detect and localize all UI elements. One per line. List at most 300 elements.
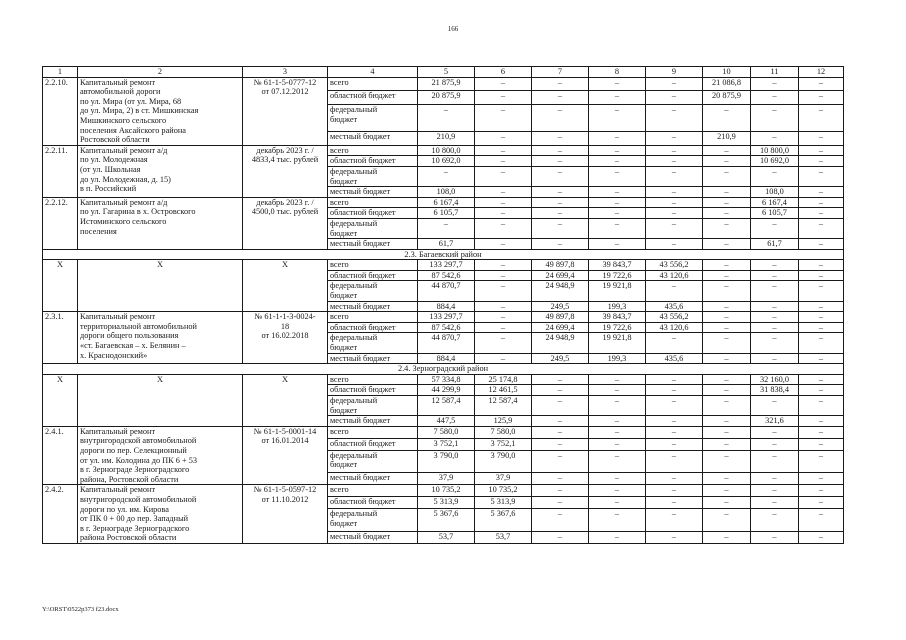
amount-cell: –: [646, 208, 703, 219]
amount-cell: 44 870,7: [418, 333, 475, 353]
amount-cell: 43 556,2: [646, 312, 703, 323]
amount-cell: –: [703, 218, 751, 238]
amount-cell: –: [799, 485, 844, 497]
funding-source: местный бюджет: [328, 301, 418, 312]
funding-source: всего: [328, 426, 418, 438]
amount-cell: –: [703, 385, 751, 396]
amount-cell: 39 843,7: [589, 312, 646, 323]
amount-cell: 24 948,9: [532, 281, 589, 301]
amount-cell: –: [475, 208, 532, 219]
amount-cell: –: [532, 485, 589, 497]
funding-source: областной бюджет: [328, 385, 418, 396]
amount-cell: –: [751, 438, 799, 450]
funding-source: федеральный бюджет: [328, 218, 418, 238]
amount-cell: 6 167,4: [751, 197, 799, 208]
amount-cell: 61,7: [418, 239, 475, 250]
amount-cell: 24 699,4: [532, 322, 589, 333]
amount-cell: –: [703, 497, 751, 509]
object-name: X: [78, 260, 243, 312]
amount-cell: –: [589, 385, 646, 396]
funding-source: всего: [328, 312, 418, 323]
funding-source: местный бюджет: [328, 473, 418, 485]
amount-cell: –: [475, 197, 532, 208]
funding-source: федеральный бюджет: [328, 105, 418, 131]
amount-cell: –: [475, 156, 532, 167]
amount-cell: –: [646, 333, 703, 353]
object-name: Капитальный ремонт автомобильной дороги по ул. Мира (от ул. Мира, 68 до ул. Мира, 2) в ст. Мишкинская Мишкинского сельского поселения Аксайского района Ростовской области: [78, 77, 243, 145]
amount-cell: –: [475, 239, 532, 250]
amount-cell: –: [646, 509, 703, 532]
amount-cell: –: [646, 473, 703, 485]
column-number: 12: [799, 67, 844, 78]
amount-cell: –: [532, 105, 589, 131]
amount-cell: 10 692,0: [751, 156, 799, 167]
funding-source: федеральный бюджет: [328, 281, 418, 301]
amount-cell: –: [589, 509, 646, 532]
section-title: 2.4. Зерноградский район: [43, 364, 844, 375]
amount-cell: 12 461,5: [475, 385, 532, 396]
column-number: 11: [751, 67, 799, 78]
funding-source: местный бюджет: [328, 416, 418, 427]
funding-source: федеральный бюджет: [328, 509, 418, 532]
amount-cell: –: [703, 438, 751, 450]
funding-source: всего: [328, 197, 418, 208]
amount-cell: –: [475, 77, 532, 91]
amount-cell: 12 587,4: [475, 396, 532, 416]
amount-cell: 199,3: [589, 301, 646, 312]
amount-cell: –: [646, 281, 703, 301]
amount-cell: 3 752,1: [418, 438, 475, 450]
funding-source: всего: [328, 374, 418, 385]
amount-cell: –: [799, 438, 844, 450]
amount-cell: –: [799, 166, 844, 186]
amount-cell: –: [418, 105, 475, 131]
amount-cell: –: [589, 197, 646, 208]
amount-cell: 53,7: [418, 531, 475, 543]
amount-cell: –: [532, 145, 589, 156]
item-number: 2.2.11.: [43, 145, 78, 197]
amount-cell: –: [646, 450, 703, 473]
amount-cell: –: [751, 396, 799, 416]
amount-cell: –: [532, 473, 589, 485]
amount-cell: –: [646, 156, 703, 167]
amount-cell: 37,9: [475, 473, 532, 485]
amount-cell: –: [799, 145, 844, 156]
funding-source: федеральный бюджет: [328, 333, 418, 353]
funding-source: областной бюджет: [328, 91, 418, 105]
amount-cell: 884,4: [418, 301, 475, 312]
amount-cell: –: [751, 333, 799, 353]
amount-cell: 249,5: [532, 353, 589, 364]
amount-cell: –: [646, 197, 703, 208]
amount-cell: 44 299,9: [418, 385, 475, 396]
amount-cell: –: [646, 416, 703, 427]
amount-cell: –: [532, 438, 589, 450]
amount-cell: –: [589, 131, 646, 145]
amount-cell: –: [703, 509, 751, 532]
amount-cell: –: [532, 497, 589, 509]
amount-cell: –: [751, 270, 799, 281]
amount-cell: –: [799, 239, 844, 250]
amount-cell: –: [532, 374, 589, 385]
amount-cell: –: [646, 485, 703, 497]
document-ref: № 61-1-5-0597-12 от 11.10.2012: [243, 485, 328, 544]
amount-cell: –: [646, 145, 703, 156]
table-row: [43, 374, 844, 385]
amount-cell: 6 105,7: [418, 208, 475, 219]
amount-cell: –: [799, 301, 844, 312]
amount-cell: –: [703, 353, 751, 364]
amount-cell: –: [589, 105, 646, 131]
amount-cell: 199,3: [589, 353, 646, 364]
amount-cell: –: [646, 385, 703, 396]
amount-cell: –: [799, 197, 844, 208]
amount-cell: –: [418, 166, 475, 186]
amount-cell: –: [799, 281, 844, 301]
amount-cell: –: [751, 322, 799, 333]
amount-cell: –: [703, 312, 751, 323]
funding-source: всего: [328, 77, 418, 91]
amount-cell: –: [646, 105, 703, 131]
amount-cell: –: [589, 426, 646, 438]
amount-cell: –: [475, 187, 532, 198]
amount-cell: 39 843,7: [589, 260, 646, 271]
amount-cell: –: [589, 166, 646, 186]
amount-cell: –: [532, 509, 589, 532]
section-title: 2.3. Багаевский район: [43, 249, 844, 260]
amount-cell: –: [799, 322, 844, 333]
amount-cell: –: [532, 416, 589, 427]
amount-cell: –: [646, 497, 703, 509]
amount-cell: 87 542,6: [418, 270, 475, 281]
amount-cell: –: [475, 131, 532, 145]
amount-cell: –: [532, 239, 589, 250]
amount-cell: –: [589, 145, 646, 156]
amount-cell: 10 800,0: [751, 145, 799, 156]
amount-cell: –: [532, 396, 589, 416]
amount-cell: –: [475, 333, 532, 353]
funding-source: федеральный бюджет: [328, 450, 418, 473]
amount-cell: –: [475, 353, 532, 364]
item-number: 2.4.1.: [43, 426, 78, 485]
funding-source: областной бюджет: [328, 438, 418, 450]
amount-cell: –: [799, 270, 844, 281]
document-ref: X: [243, 260, 328, 312]
funding-source: областной бюджет: [328, 322, 418, 333]
amount-cell: 210,9: [703, 131, 751, 145]
amount-cell: –: [703, 416, 751, 427]
amount-cell: 3 752,1: [475, 438, 532, 450]
amount-cell: –: [751, 131, 799, 145]
column-number: 1: [43, 67, 78, 78]
amount-cell: –: [751, 166, 799, 186]
document-ref: № 61-1-5-0777-12 от 07.12.2012: [243, 77, 328, 145]
amount-cell: 3 790,0: [418, 450, 475, 473]
footer-file-path: Y:\ORST\0522p373 f23.docx: [42, 606, 119, 613]
amount-cell: –: [646, 91, 703, 105]
amount-cell: –: [799, 531, 844, 543]
amount-cell: –: [589, 156, 646, 167]
amount-cell: –: [646, 438, 703, 450]
amount-cell: –: [799, 374, 844, 385]
amount-cell: 24 699,4: [532, 270, 589, 281]
amount-cell: –: [589, 77, 646, 91]
column-number: 8: [589, 67, 646, 78]
amount-cell: –: [475, 312, 532, 323]
amount-cell: 5 367,6: [475, 509, 532, 532]
amount-cell: –: [751, 473, 799, 485]
amount-cell: 44 870,7: [418, 281, 475, 301]
amount-cell: –: [589, 531, 646, 543]
amount-cell: –: [703, 208, 751, 219]
amount-cell: –: [703, 426, 751, 438]
amount-cell: 884,4: [418, 353, 475, 364]
table-row: [43, 260, 844, 271]
amount-cell: –: [646, 239, 703, 250]
amount-cell: 12 587,4: [418, 396, 475, 416]
funding-source: местный бюджет: [328, 531, 418, 543]
amount-cell: –: [589, 438, 646, 450]
amount-cell: 49 897,8: [532, 312, 589, 323]
funding-table: [42, 66, 844, 544]
column-number: 9: [646, 67, 703, 78]
amount-cell: –: [799, 353, 844, 364]
column-number: 2: [78, 67, 243, 78]
amount-cell: –: [646, 77, 703, 91]
amount-cell: –: [532, 426, 589, 438]
amount-cell: –: [799, 312, 844, 323]
amount-cell: –: [703, 450, 751, 473]
amount-cell: 43 120,6: [646, 270, 703, 281]
amount-cell: –: [703, 333, 751, 353]
amount-cell: –: [646, 531, 703, 543]
amount-cell: –: [799, 91, 844, 105]
amount-cell: –: [589, 187, 646, 198]
amount-cell: –: [799, 396, 844, 416]
amount-cell: –: [475, 105, 532, 131]
amount-cell: 21 875,9: [418, 77, 475, 91]
amount-cell: –: [799, 131, 844, 145]
table-body: [43, 67, 844, 544]
amount-cell: –: [751, 301, 799, 312]
amount-cell: 24 948,9: [532, 333, 589, 353]
amount-cell: –: [751, 353, 799, 364]
amount-cell: 10 800,0: [418, 145, 475, 156]
amount-cell: –: [589, 374, 646, 385]
amount-cell: –: [799, 416, 844, 427]
amount-cell: 435,6: [646, 353, 703, 364]
amount-cell: 10 735,2: [418, 485, 475, 497]
amount-cell: –: [703, 105, 751, 131]
amount-cell: –: [799, 497, 844, 509]
section-row: [43, 364, 844, 375]
amount-cell: 32 160,0: [751, 374, 799, 385]
amount-cell: 10 735,2: [475, 485, 532, 497]
amount-cell: 7 580,0: [418, 426, 475, 438]
amount-cell: –: [532, 450, 589, 473]
amount-cell: –: [751, 497, 799, 509]
funding-source: областной бюджет: [328, 497, 418, 509]
amount-cell: 61,7: [751, 239, 799, 250]
amount-cell: –: [532, 131, 589, 145]
amount-cell: –: [532, 77, 589, 91]
amount-cell: 53,7: [475, 531, 532, 543]
amount-cell: –: [646, 218, 703, 238]
funding-source: областной бюджет: [328, 270, 418, 281]
amount-cell: –: [646, 187, 703, 198]
object-name: X: [78, 374, 243, 426]
amount-cell: 19 921,8: [589, 281, 646, 301]
amount-cell: 6 167,4: [418, 197, 475, 208]
amount-cell: –: [751, 485, 799, 497]
amount-cell: –: [703, 239, 751, 250]
amount-cell: –: [751, 77, 799, 91]
table-row: [43, 77, 844, 91]
amount-cell: –: [751, 312, 799, 323]
amount-cell: –: [751, 218, 799, 238]
amount-cell: –: [532, 531, 589, 543]
amount-cell: 108,0: [751, 187, 799, 198]
amount-cell: –: [589, 208, 646, 219]
amount-cell: –: [751, 509, 799, 532]
amount-cell: 5 313,9: [475, 497, 532, 509]
object-name: Капитальный ремонт внутригородской автомобильной дороги по пер. Селекционный от ул. им. Колодина до ПК 6 + 53 в г. Зернограде Зерноградского района, Ростовской области: [78, 426, 243, 485]
amount-cell: –: [475, 166, 532, 186]
amount-cell: –: [799, 77, 844, 91]
amount-cell: –: [589, 239, 646, 250]
amount-cell: –: [751, 450, 799, 473]
amount-cell: –: [646, 396, 703, 416]
amount-cell: –: [475, 281, 532, 301]
amount-cell: –: [799, 509, 844, 532]
table-row: [43, 426, 844, 438]
object-name: Капитальный ремонт территориальной автомобильной дороги общего пользования «ст. Багаевская – х. Белянин – х. Краснодонский»: [78, 312, 243, 364]
amount-cell: –: [703, 531, 751, 543]
amount-cell: –: [532, 166, 589, 186]
item-number: X: [43, 374, 78, 426]
amount-cell: 10 692,0: [418, 156, 475, 167]
document-ref: X: [243, 374, 328, 426]
page-number: 166: [447, 25, 459, 33]
amount-cell: –: [703, 322, 751, 333]
amount-cell: 19 722,6: [589, 322, 646, 333]
table-row: [43, 312, 844, 323]
object-name: Капитальный ремонт внутригородской автомобильной дороги по ул. им. Кирова от ПК 0 + 00 до пер. Западный в г. Зернограде Зерноградского района Ростовской области: [78, 485, 243, 544]
object-name: Капитальный ремонт а/д по ул. Молодежная (от ул. Школьная до ул. Молодежная, д. 15) в п. Российский: [78, 145, 243, 197]
amount-cell: –: [799, 156, 844, 167]
amount-cell: –: [532, 385, 589, 396]
amount-cell: 210,9: [418, 131, 475, 145]
amount-cell: –: [799, 450, 844, 473]
amount-cell: –: [703, 260, 751, 271]
amount-cell: 6 105,7: [751, 208, 799, 219]
amount-cell: –: [532, 208, 589, 219]
amount-cell: –: [799, 187, 844, 198]
funding-source: всего: [328, 485, 418, 497]
amount-cell: –: [589, 485, 646, 497]
amount-cell: 31 838,4: [751, 385, 799, 396]
amount-cell: –: [751, 105, 799, 131]
column-number: 4: [328, 67, 418, 78]
amount-cell: –: [532, 197, 589, 208]
amount-cell: –: [799, 260, 844, 271]
amount-cell: –: [589, 91, 646, 105]
amount-cell: 321,6: [751, 416, 799, 427]
item-number: 2.2.10.: [43, 77, 78, 145]
funding-source: местный бюджет: [328, 131, 418, 145]
amount-cell: 20 875,9: [703, 91, 751, 105]
amount-cell: –: [703, 145, 751, 156]
funding-source: местный бюджет: [328, 353, 418, 364]
amount-cell: –: [703, 396, 751, 416]
amount-cell: 7 580,0: [475, 426, 532, 438]
amount-cell: 37,9: [418, 473, 475, 485]
amount-cell: –: [703, 197, 751, 208]
funding-source: областной бюджет: [328, 156, 418, 167]
amount-cell: –: [475, 218, 532, 238]
amount-cell: –: [475, 301, 532, 312]
amount-cell: –: [703, 187, 751, 198]
funding-source: всего: [328, 145, 418, 156]
amount-cell: 133 297,7: [418, 260, 475, 271]
amount-cell: –: [589, 473, 646, 485]
document-ref: декабрь 2023 г. / 4833,4 тыс. рублей: [243, 145, 328, 197]
item-number: 2.2.12.: [43, 197, 78, 249]
amount-cell: 447,5: [418, 416, 475, 427]
table-row: [43, 197, 844, 208]
amount-cell: 20 875,9: [418, 91, 475, 105]
amount-cell: 3 790,0: [475, 450, 532, 473]
funding-source: местный бюджет: [328, 239, 418, 250]
amount-cell: –: [703, 270, 751, 281]
amount-cell: –: [751, 260, 799, 271]
amount-cell: –: [703, 374, 751, 385]
amount-cell: 133 297,7: [418, 312, 475, 323]
amount-cell: –: [751, 531, 799, 543]
amount-cell: –: [646, 131, 703, 145]
amount-cell: –: [703, 301, 751, 312]
amount-cell: 19 921,8: [589, 333, 646, 353]
table-row: [43, 145, 844, 156]
amount-cell: 43 556,2: [646, 260, 703, 271]
column-number: 3: [243, 67, 328, 78]
amount-cell: 87 542,6: [418, 322, 475, 333]
amount-cell: –: [532, 91, 589, 105]
amount-cell: –: [532, 218, 589, 238]
amount-cell: –: [475, 270, 532, 281]
item-number: 2.3.1.: [43, 312, 78, 364]
amount-cell: –: [703, 166, 751, 186]
amount-cell: –: [475, 260, 532, 271]
amount-cell: –: [703, 281, 751, 301]
amount-cell: 25 174,8: [475, 374, 532, 385]
amount-cell: –: [799, 473, 844, 485]
amount-cell: –: [703, 485, 751, 497]
column-number: 5: [418, 67, 475, 78]
amount-cell: –: [589, 396, 646, 416]
amount-cell: –: [589, 218, 646, 238]
amount-cell: –: [751, 91, 799, 105]
amount-cell: –: [532, 187, 589, 198]
column-number-row: [43, 67, 844, 78]
column-number: 10: [703, 67, 751, 78]
amount-cell: –: [646, 426, 703, 438]
amount-cell: –: [589, 497, 646, 509]
amount-cell: 249,5: [532, 301, 589, 312]
amount-cell: 5 313,9: [418, 497, 475, 509]
amount-cell: –: [418, 218, 475, 238]
amount-cell: –: [475, 145, 532, 156]
